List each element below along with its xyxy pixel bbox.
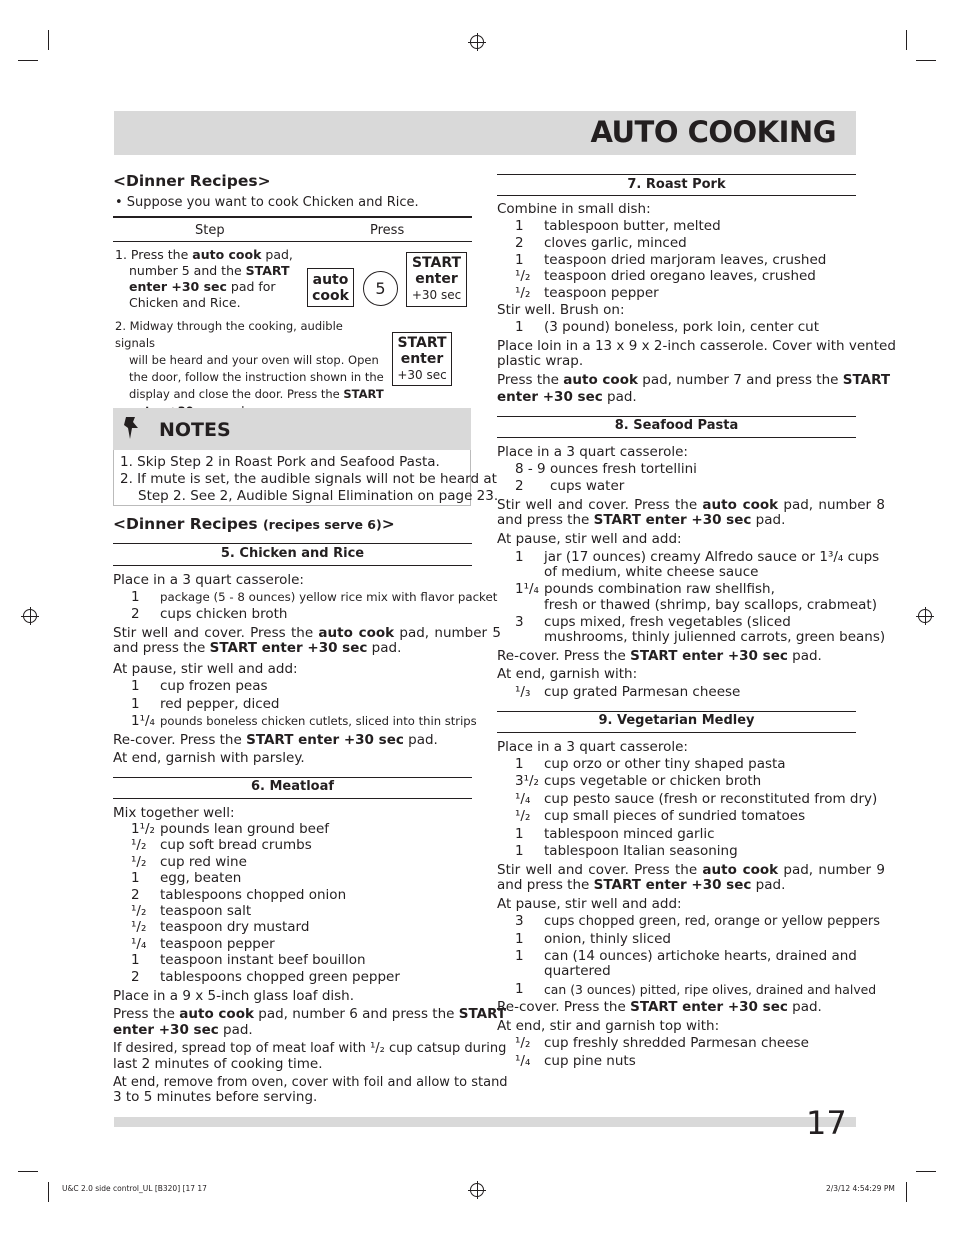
ingredient-qty: 1: [515, 319, 524, 335]
start-pad: START enter +30 sec: [406, 252, 467, 307]
ingredient-qty: ¹/₂: [515, 268, 531, 285]
registration-mark-icon: [918, 609, 932, 623]
ingredient-qty: ¹/₄: [515, 790, 531, 807]
ingredient-text: cups mixed, fresh vegetables (sliced: [544, 614, 791, 630]
ingredient-text: teaspoon pepper: [160, 935, 275, 952]
ingredient-text: tablespoon minced garlic: [544, 825, 715, 842]
ingredient-qty: 2: [515, 234, 524, 251]
ingredient-text: teaspoon dried marjoram leaves, crushed: [544, 251, 827, 268]
ingredient-text: quartered: [544, 963, 611, 979]
recipe-text: Re-cover. Press the START enter +30 sec pad.: [497, 999, 822, 1015]
page-title: AUTO COOKING: [590, 115, 836, 149]
ingredient-text: cup small pieces of sundried tomatoes: [544, 808, 806, 825]
recipe-text: Place in a 3 quart casserole:: [113, 572, 304, 588]
ingredient-text: pounds combination raw shellfish,: [544, 581, 775, 597]
recipe-rule: [497, 711, 856, 712]
recipe-text: Re-cover. Press the START enter +30 sec pad.: [497, 648, 822, 664]
ingredient-text: egg, beaten: [160, 870, 242, 887]
recipe-text: Stir well and cover. Press the auto cook pad, number 9: [497, 862, 885, 878]
ingredient-text: (3 pound) boneless, pork loin, center cut: [544, 319, 819, 335]
ingredient-text: fresh or thawed (shrimp, bay scallops, crabmeat): [544, 597, 877, 613]
ingredient-qty: ¹/₂: [131, 903, 147, 919]
recipe-title: 8. Seafood Pasta: [614, 418, 739, 433]
recipe-text: and press the START enter +30 sec pad.: [497, 877, 786, 893]
ingredient-text: teaspoon instant beef bouillon: [160, 952, 366, 969]
step-1: 1. Press the auto cook pad, number 5 and the START enter +30 sec pad for Chicken and Rice.: [115, 247, 293, 310]
ingredient-qty: 2: [515, 478, 524, 494]
recipe-text: Place in a 9 x 5-inch glass loaf dish.: [113, 988, 355, 1004]
ingredient-qty: 1: [515, 843, 524, 859]
recipe-rule: [497, 416, 856, 417]
ingredient-qty: 8 - 9: [515, 461, 546, 477]
ingredient-qty: 1: [515, 756, 524, 772]
table-rule: [113, 216, 472, 218]
ingredient-qty: 1: [515, 931, 524, 947]
ingredient-qty: 1: [131, 696, 140, 712]
ingredient-qty: 2: [131, 968, 140, 985]
recipe-text: plastic wrap.: [497, 353, 584, 369]
ingredient-text: tablespoon butter, melted: [544, 218, 721, 234]
ingredient-qty: ¹/₂: [131, 837, 147, 854]
page-number: 17: [806, 1104, 847, 1142]
registration-mark-icon: [23, 609, 37, 623]
ingredient-qty: ¹/₄: [131, 935, 147, 952]
ingredient-text: tablespoons chopped onion: [160, 886, 347, 903]
ingredient-text: cup frozen peas: [160, 678, 268, 694]
footer-bar: [114, 1117, 856, 1127]
ingredient-text: pounds boneless chicken cutlets, sliced into thin strips: [160, 714, 477, 728]
ingredient-text: cup pesto sauce (fresh or reconstituted from dry): [544, 790, 878, 807]
ingredient-text: cup red wine: [160, 853, 247, 870]
ingredient-text: cloves garlic, minced: [544, 234, 687, 251]
crop-mark: [18, 1171, 38, 1172]
ingredient-text: red pepper, diced: [160, 696, 280, 712]
ingredient-qty: 2: [131, 606, 140, 622]
note-2-cont: Step 2. See 2, Audible Signal Elimination on page 23.: [138, 488, 499, 504]
recipe-text: At end, garnish with:: [497, 666, 638, 682]
recipe-title: 7. Roast Pork: [627, 177, 726, 192]
ingredient-qty: 1: [131, 952, 140, 969]
recipe-text: enter +30 sec pad.: [497, 389, 637, 405]
note-1: 1. Skip Step 2 in Roast Pork and Seafood Pasta.: [120, 454, 440, 470]
notes-title: NOTES: [159, 419, 231, 441]
recipe-text: Stir well and cover. Press the auto cook pad, number 5: [113, 625, 501, 641]
print-slug-left: U&C 2.0 side control_UL [B320] [17 17: [62, 1184, 207, 1193]
ingredient-qty: ¹/₂: [515, 1035, 531, 1051]
ingredient-text: teaspoon dry mustard: [160, 919, 310, 936]
crop-mark: [906, 1182, 907, 1202]
recipe-text: and press the START enter +30 sec pad.: [497, 512, 786, 528]
registration-mark-icon: [470, 1183, 484, 1197]
recipe-text: Stir well. Brush on:: [497, 302, 625, 318]
ingredient-qty: 1¹/₄: [515, 581, 539, 597]
ingredient-text: cup soft bread crumbs: [160, 837, 312, 854]
ingredient-qty: ¹/₂: [515, 285, 531, 302]
recipe-rule: [113, 798, 472, 799]
ingredient-text: cups water: [550, 478, 625, 494]
intro-bullet: • Suppose you want to cook Chicken and Rice.: [115, 195, 419, 210]
ingredient-text: tablespoon Italian seasoning: [544, 843, 738, 859]
ingredient-qty: 1: [515, 948, 524, 964]
notes-bar: [113, 408, 471, 450]
crop-mark: [916, 1171, 936, 1172]
ingredient-qty: 3: [515, 614, 524, 630]
col-step-header: Step: [195, 223, 225, 238]
start-pad: START enter +30 sec: [392, 332, 452, 386]
left-column: [113, 170, 508, 1110]
ingredient-qty: ¹/₄: [515, 1053, 531, 1069]
ingredient-text: tablespoons chopped green pepper: [160, 968, 400, 985]
recipe-rule: [497, 195, 856, 196]
ingredient-qty: 1¹/₂: [131, 821, 155, 837]
registration-mark-icon: [470, 35, 484, 49]
recipe-text: Stir well and cover. Press the auto cook pad, number 8: [497, 497, 885, 513]
ingredient-qty: 1: [131, 870, 140, 887]
recipe-text: Place in a 3 quart casserole:: [497, 444, 688, 460]
recipe-text: enter +30 sec pad.: [113, 1022, 253, 1038]
ingredient-qty: 1: [515, 981, 524, 997]
ingredient-qty: 2: [131, 886, 140, 903]
number-5-pad: 5: [363, 271, 398, 306]
recipes-heading: <Dinner Recipes (recipes serve 6)>: [113, 515, 395, 533]
print-slug-right: 2/3/12 4:54:29 PM: [826, 1184, 895, 1193]
crop-mark: [18, 60, 38, 61]
ingredient-text: pounds lean ground beef: [160, 821, 330, 837]
crop-mark: [916, 60, 936, 61]
ingredient-text: teaspoon salt: [160, 903, 252, 919]
recipe-text: At end, garnish with parsley.: [113, 750, 305, 766]
ingredient-qty: 1: [131, 678, 140, 694]
recipe-text: At pause, stir well and add:: [497, 531, 682, 547]
header-bar: [114, 111, 856, 155]
ingredient-text: ounces fresh tortellini: [550, 461, 697, 477]
ingredient-qty: 1: [131, 589, 140, 605]
ingredient-text: cup orzo or other tiny shaped pasta: [544, 756, 786, 772]
recipe-text: Place loin in a 13 x 9 x 2-inch casserole. Cover with vented: [497, 338, 896, 354]
recipe-rule: [497, 437, 856, 438]
ingredient-text: cup freshly shredded Parmesan cheese: [544, 1035, 809, 1051]
ingredient-qty: 3¹/₂: [515, 773, 539, 790]
section-heading: <Dinner Recipes>: [113, 172, 271, 190]
recipe-rule: [497, 732, 856, 733]
ingredient-qty: 1: [515, 251, 524, 268]
recipe-text: At end, stir and garnish top with:: [497, 1018, 720, 1034]
ingredient-qty: ¹/₂: [131, 853, 147, 870]
recipe-text: Press the auto cook pad, number 7 and press the START: [497, 372, 891, 388]
crop-mark: [48, 30, 49, 50]
recipe-text: At end, remove from oven, cover with foil and allow to stand: [113, 1075, 508, 1090]
step-2: 2. Midway through the cooking, audible signals will be heard and your oven will stop. Open the door, follow the instruction shown in the display and close the door. Press the START: [115, 319, 384, 401]
right-column: [497, 170, 896, 1110]
recipe-title: 5. Chicken and Rice: [220, 546, 365, 561]
auto-cook-pad: auto cook: [307, 268, 354, 307]
ingredient-text: mushrooms, thinly julienned carrots, green beans): [544, 629, 886, 645]
recipe-text: At pause, stir well and add:: [113, 661, 298, 677]
ingredient-qty: 1: [515, 549, 524, 565]
ingredient-text: package (5 - 8 ounces) yellow rice mix with flavor packet: [160, 590, 498, 604]
ingredient-text: teaspoon dried oregano leaves, crushed: [544, 268, 816, 285]
recipe-text: 3 to 5 minutes before serving.: [113, 1089, 318, 1105]
ingredient-text: jar (17 ounces) creamy Alfredo sauce or 1³/₄ cups: [544, 549, 880, 565]
ingredient-text: onion, thinly sliced: [544, 931, 671, 947]
ingredient-text: cups vegetable or chicken broth: [544, 773, 762, 790]
ingredient-qty: 1¹/₄: [131, 713, 155, 729]
table-rule: [113, 241, 472, 242]
recipe-rule: [113, 565, 472, 566]
recipe-text: At pause, stir well and add:: [497, 896, 682, 912]
recipe-text: and press the START enter +30 sec pad.: [113, 640, 402, 656]
ingredient-qty: ¹/₂: [515, 808, 531, 825]
recipe-text: Place in a 3 quart casserole:: [497, 739, 688, 755]
recipe-rule: [113, 543, 472, 544]
ingredient-text: cup grated Parmesan cheese: [544, 684, 741, 700]
ingredient-qty: 3: [515, 913, 524, 929]
recipe-text: last 2 minutes of cooking time.: [113, 1056, 323, 1072]
col-press-header: Press: [370, 223, 405, 238]
recipe-text: Re-cover. Press the START enter +30 sec pad.: [113, 732, 438, 748]
ingredient-qty: ¹/₃: [515, 684, 531, 700]
ingredient-qty: 1: [515, 218, 524, 234]
recipe-text: Press the auto cook pad, number 6 and press the START: [113, 1006, 507, 1022]
ingredient-text: cup pine nuts: [544, 1053, 636, 1069]
recipe-title: 6. Meatloaf: [250, 779, 335, 794]
recipe-title: 9. Vegetarian Medley: [598, 713, 755, 728]
ingredient-text: of medium, white cheese sauce: [544, 564, 759, 580]
ingredient-text: cups chicken broth: [160, 606, 288, 622]
ingredient-text: can (3 ounces) pitted, ripe olives, drained and halved: [544, 982, 877, 997]
ingredient-text: teaspoon pepper: [544, 285, 659, 302]
recipe-text: Combine in small dish:: [497, 201, 651, 217]
crop-mark: [906, 30, 907, 50]
ingredient-qty: 1: [515, 825, 524, 842]
recipe-rule: [497, 174, 856, 175]
recipe-text: Mix together well:: [113, 805, 235, 821]
pin-icon: [123, 414, 145, 442]
ingredient-text: can (14 ounces) artichoke hearts, drained and: [544, 948, 857, 964]
note-2: 2. If mute is set, the audible signals will not be heard at: [120, 471, 497, 487]
crop-mark: [48, 1182, 49, 1202]
recipe-text: If desired, spread top of meat loaf with ¹/₂ cup catsup during: [113, 1041, 507, 1056]
recipe-rule: [113, 777, 472, 778]
ingredient-qty: ¹/₂: [131, 919, 147, 936]
ingredient-text: cups chopped green, red, orange or yellow peppers: [544, 914, 880, 929]
